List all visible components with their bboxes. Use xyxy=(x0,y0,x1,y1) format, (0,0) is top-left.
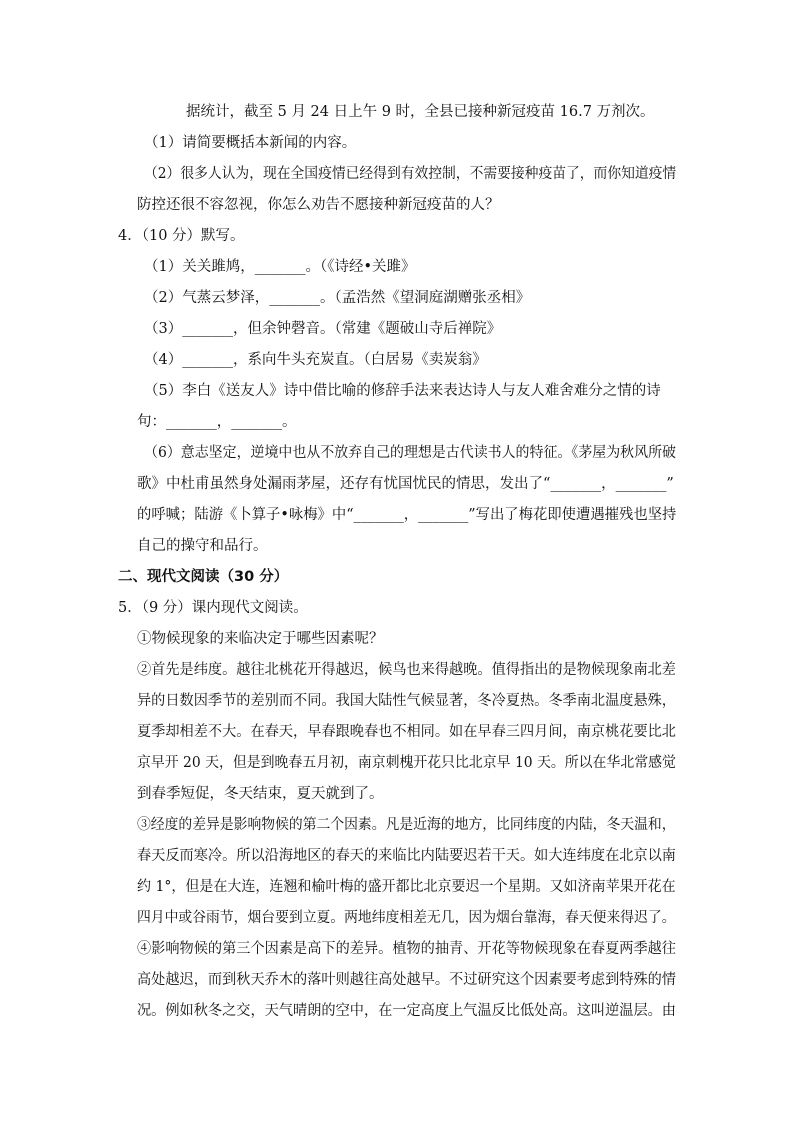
paragraph-3-line-3: 约 1°，但是在大连，连翘和榆叶梅的盛开都比北京要迟一个星期。又如济南苹果开花在 xyxy=(137,879,676,895)
paragraph-2-line-1: ②首先是纬度。越往北桃花开得越迟，候鸟也来得越晚。值得指出的是物候现象南北差 xyxy=(137,662,676,678)
paragraph-2-line-3: 夏季却相差不大。在春天，早春跟晚春也不相同。如在早春三四月间，南京桃花要比北 xyxy=(137,724,676,740)
paragraph-3-line-4: 四月中或谷雨节，烟台要到立夏。两地纬度相差无几，因为烟台靠海，春天便来得迟了。 xyxy=(137,910,676,926)
paragraph-3-line-1: ③经度的差异是影响物候的第二个因素。凡是近海的地方，比同纬度的内陆，冬天温和， xyxy=(137,817,676,833)
section-2-header: 二、现代文阅读（30 分） xyxy=(118,569,289,585)
paragraph-4-line-1: ④影响物候的第三个因素是高下的差异。植物的抽青、开花等物候现象在春夏两季越往 xyxy=(137,941,676,957)
question-4-header: 4．（10 分）默写。 xyxy=(118,228,245,244)
paragraph-2-line-5: 到春季短促，冬天结束，夏天就到了。 xyxy=(137,786,384,802)
question-4-4: （4）_______，系向牛头充炭直。（白居易《卖炭翁》 xyxy=(144,352,487,368)
question-3-2-line-1: （2）很多人认为，现在全国疫情已经得到有效控制，不需要接种疫苗了，而你知道疫情 xyxy=(144,166,677,182)
question-4-6-line-3: 的呼喊；陆游《卜算子•咏梅》中“_______，_______”写出了梅花即使遭遇摧残也坚持 xyxy=(137,507,677,523)
paragraph-4-line-3: 况。例如秋冬之交，天气晴朗的空中，在一定高度上气温反比低处高。这叫逆温层。由 xyxy=(137,1003,676,1019)
news-last-line: 据统计，截至 5 月 24 日上午 9 时，全县已接种新冠疫苗 16.7 万剂次。 xyxy=(186,104,655,120)
paragraph-4-line-2: 高处越迟，而到秋天乔木的落叶则越往高处越早。不过研究这个因素要考虑到特殊的情 xyxy=(137,972,676,988)
paragraph-3-line-2: 春天反而寒冷。所以沿海地区的春天的来临比内陆要迟若干天。如大连纬度在北京以南 xyxy=(137,848,676,864)
question-4-6-line-2: 歌》中杜甫虽然身处漏雨茅屋，还存有忧国忧民的情思，发出了“_______，_______” xyxy=(137,476,674,492)
paragraph-2-line-2: 异的日数因季节的差别而不同。我国大陆性气候显著，冬冷夏热。冬季南北温度悬殊， xyxy=(137,693,676,709)
question-3-1: （1）请简要概括本新闻的内容。 xyxy=(144,135,357,151)
question-4-2: （2）气蒸云梦泽，_______。（孟浩然《望洞庭湖赠张丞相》 xyxy=(144,290,531,306)
question-4-1: （1）关关雎鸠，_______。（《诗经•关雎》 xyxy=(144,259,416,275)
question-4-6-line-4: 自己的操守和品行。 xyxy=(137,538,268,554)
question-4-5-line-2: 句：_______，_______。 xyxy=(137,414,297,430)
paragraph-2-line-4: 京早开 20 天，但是到晚春五月初，南京刺槐开花只比北京早 10 天。所以在华北常感觉 xyxy=(137,755,676,771)
question-4-3: （3）_______，但余钟磬音。（常建《题破山寺后禅院》 xyxy=(144,321,502,337)
question-4-6-line-1: （6）意志坚定，逆境中也从不放弃自己的理想是古代读书人的特征。《茅屋为秋风所破 xyxy=(144,445,676,461)
question-3-2-line-2: 防控还很不容忽视，你怎么劝告不愿接种新冠疫苗的人？ xyxy=(137,197,500,213)
question-5-header: 5．（9 分）课内现代文阅读。 xyxy=(118,600,308,616)
question-4-5-line-1: （5）李白《送友人》诗中借比喻的修辞手法来表达诗人与友人难舍难分之情的诗 xyxy=(144,383,661,399)
paragraph-1: ①物候现象的来临决定于哪些因素呢？ xyxy=(137,631,384,647)
